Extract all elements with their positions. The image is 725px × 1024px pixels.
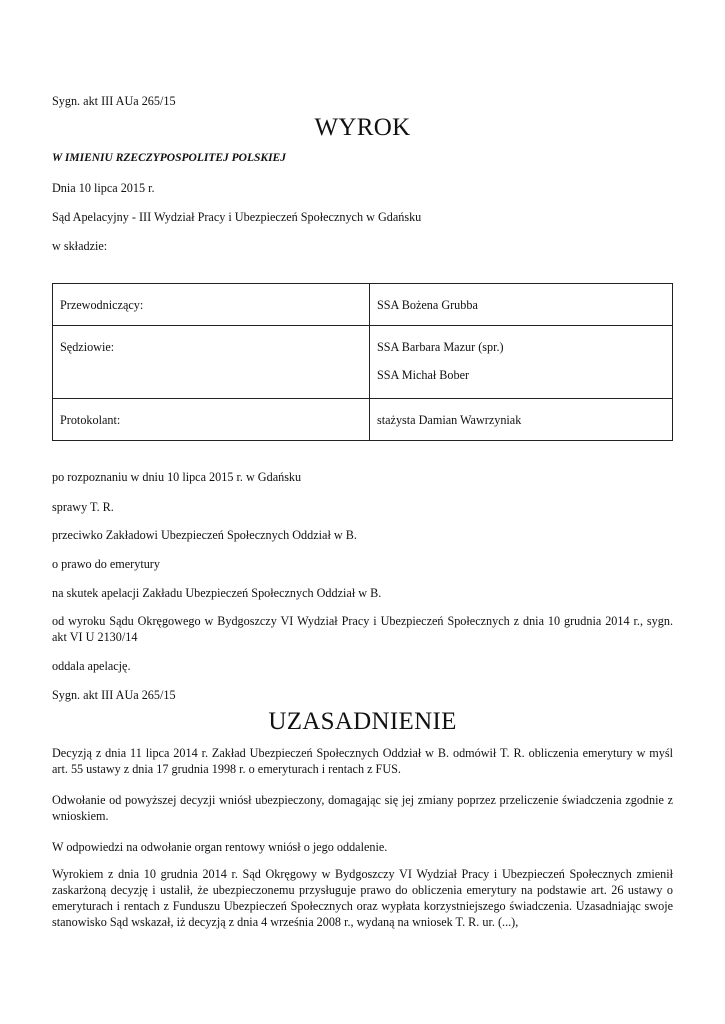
appealed-judgment: od wyroku Sądu Okręgowego w Bydgoszczy VI Wydział Pracy i Ubezpieczeń Społecznych z dnia 10 grudnia 2014 r., sygn. akt VI U 2130/14 (52, 614, 673, 644)
judgment-title: WYROK (314, 114, 411, 141)
court-name: Sąd Apelacyjny - III Wydział Pracy i Ubezpieczeń Społecznych w Gdańsku (52, 210, 422, 224)
panel-role-cell (53, 399, 370, 441)
justification-paragraph: Odwołanie od powyższej decyzji wniósł ubezpieczony, domagając się jej zmiany poprzez przeliczenie świadczenia zgodnie z wnioskiem. (52, 793, 673, 823)
panel-name: SSA Michał Bober (377, 368, 470, 382)
table-row (53, 326, 673, 399)
panel-role: Protokolant: (60, 413, 121, 427)
table-row (53, 284, 673, 326)
panel-names-cell (370, 326, 673, 399)
panel-name: SSA Barbara Mazur (spr.) (377, 340, 504, 354)
panel-name: SSA Bożena Grubba (377, 298, 478, 312)
hearing-statement: po rozpoznaniu w dniu 10 lipca 2015 r. w Gdańsku (52, 470, 302, 484)
panel-role-cell (53, 284, 370, 326)
panel-role: Przewodniczący: (60, 298, 144, 312)
panel-role-cell (53, 326, 370, 399)
court-panel-table (52, 283, 673, 441)
case-against: przeciwko Zakładowi Ubezpieczeń Społecznych Oddział w B. (52, 528, 357, 542)
panel-role: Sędziowie: (60, 340, 115, 354)
judgment-subtitle: W IMIENIU RZECZYPOSPOLITEJ POLSKIEJ (52, 152, 286, 164)
panel-name: stażysta Damian Wawrzyniak (377, 413, 522, 427)
panel-names-cell (370, 399, 673, 441)
justification-paragraph: W odpowiedzi na odwołanie organ rentowy wniósł o jego oddalenie. (52, 840, 388, 854)
composition-intro: w składzie: (52, 239, 108, 253)
case-parties: sprawy T. R. (52, 500, 114, 514)
case-subject: o prawo do emerytury (52, 557, 160, 571)
ruling-decision: oddala apelację. (52, 659, 131, 673)
case-reference: Sygn. akt III AUa 265/15 (52, 94, 176, 108)
judgment-date: Dnia 10 lipca 2015 r. (52, 181, 155, 195)
justification-reference: Sygn. akt III AUa 265/15 (52, 688, 176, 702)
justification-paragraph: Wyrokiem z dnia 10 grudnia 2014 r. Sąd Okręgowy w Bydgoszczy VI Wydział Pracy i Ubezpieczeń Społecznych zmienił zaskarżoną decyzję i ustalił, że ubezpieczonemu przysługuje prawo do obliczenia emerytury na podstawie art. 26 ustawy o emeryturach i rentach z Funduszu Ubezpieczeń Społecznych oraz wypłata korzystniejszego świadczenia. Uzasadniając swoje stanowisko Sąd wskazał, iż decyzją z dnia 4 września 2008 r., wydaną na wniosek T. R. ur. (...), (52, 867, 673, 929)
justification-title: UZASADNIENIE (268, 708, 457, 735)
panel-names-cell (370, 284, 673, 326)
table-row (53, 399, 673, 441)
appeal-statement: na skutek apelacji Zakładu Ubezpieczeń Społecznych Oddział w B. (52, 586, 382, 600)
justification-paragraph: Decyzją z dnia 11 lipca 2014 r. Zakład Ubezpieczeń Społecznych Oddział w B. odmówił T. R. obliczenia emerytury w myśl art. 55 ustawy z dnia 17 grudnia 1998 r. o emeryturach i rentach z FUS. (52, 746, 673, 776)
